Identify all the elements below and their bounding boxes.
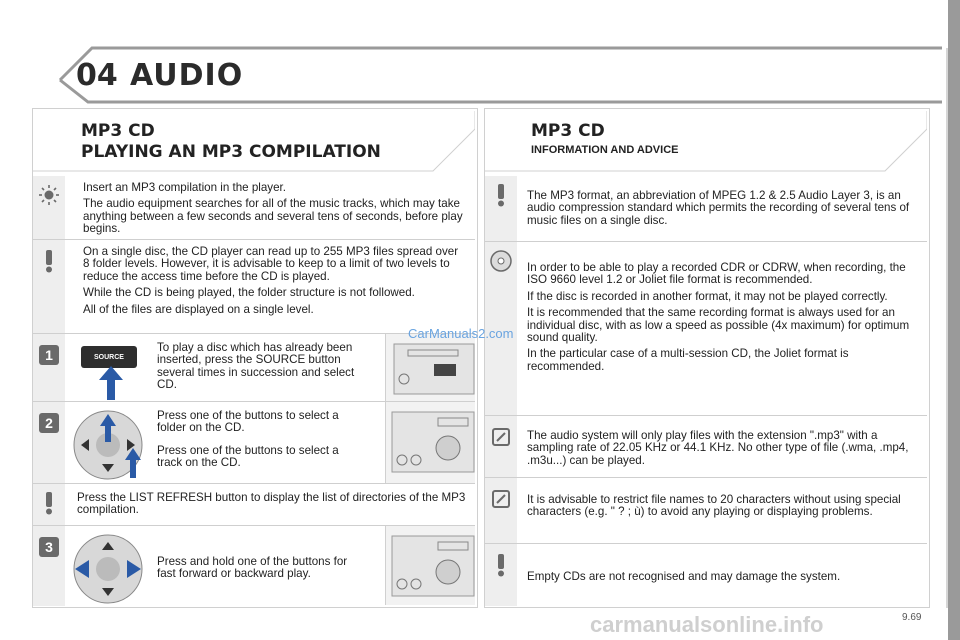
chapter-title: AUDIO — [130, 58, 244, 93]
svg-text:3: 3 — [45, 539, 53, 555]
step-2-icon — [36, 410, 62, 436]
right-row-recording — [485, 241, 927, 416]
left-row-list-refresh-text — [77, 492, 469, 521]
paragraph: Press one of the buttons to select a folder on the CD. — [157, 409, 339, 435]
paragraph: The audio equipment searches for all of the music tracks, which may take anything between a few seconds and several tens of seconds, before play begins. — [83, 197, 463, 236]
right-row-extension — [485, 415, 927, 478]
warning-exclamation-icon — [36, 490, 62, 516]
left-row-list-refresh — [33, 483, 475, 526]
right-row-file-names-text — [527, 494, 919, 523]
note-pencil-icon — [488, 486, 514, 512]
right-title: MP3 CD — [531, 121, 605, 141]
paragraph: Insert an MP3 compilation in the player. — [83, 181, 286, 194]
left-row-step-1-text — [157, 342, 367, 396]
left-row-tip-text — [83, 182, 463, 240]
bottom-watermark: carmanualsonline.info — [590, 612, 824, 637]
paragraph: The audio system will only play files with the extension ".mp3" with a sampling rate of 22.05 KHz or 44.1 KHz. No other type of file (.wma, .mp4, .m3u...) can be played. — [527, 429, 909, 467]
right-subtitle: INFORMATION AND ADVICE — [531, 144, 679, 156]
right-row-mp3-format-text — [527, 190, 919, 231]
warning-exclamation-icon — [488, 182, 514, 208]
radio-illustration — [385, 402, 475, 483]
direction-pad-icon — [71, 408, 145, 482]
chapter-number: 04 — [76, 58, 118, 93]
disc-icon — [488, 248, 514, 274]
source-button-illustration — [81, 346, 137, 368]
left-row-warning-text — [83, 246, 463, 320]
right-row-empty-cds-text — [527, 571, 919, 587]
step-1-icon — [36, 342, 62, 368]
paragraph: All of the files are displayed on a single level. — [83, 302, 314, 316]
warning-exclamation-icon — [36, 248, 62, 274]
left-row-step-3 — [33, 525, 475, 606]
step-3-icon — [36, 534, 62, 560]
paragraph: It is recommended that the same recording format is always used for an individual disc, with as low a speed as possible (4x maximum) for optimum sound quality. — [527, 306, 910, 345]
watermark-text: CarManuals2.com — [408, 326, 514, 341]
source-button-label: SOURCE — [94, 353, 124, 361]
left-row-step-1 — [33, 333, 475, 402]
svg-text:1: 1 — [45, 347, 53, 363]
left-title-line1: MP3 CD — [81, 121, 155, 141]
right-row-extension-text — [527, 430, 919, 471]
direction-pad-icon — [71, 532, 145, 606]
paragraph: It is advisable to restrict file names to 20 characters without using special characters (e.g. " ? ; ù) to avoid any playing or displaying problems. — [527, 493, 901, 519]
warning-exclamation-icon — [488, 552, 514, 578]
paragraph: To play a disc which has already been inserted, press the SOURCE button several times in succession and select CD. — [157, 341, 355, 392]
right-row-file-names — [485, 477, 927, 544]
left-section-header — [33, 109, 475, 173]
right-section-header — [485, 109, 927, 173]
paragraph: The MP3 format, an abbreviation of MPEG 1.2 & 2.5 Audio Layer 3, is an audio compression standard which permits the recording of several tens of music files on a single disc. — [527, 189, 910, 227]
note-pencil-icon — [488, 424, 514, 450]
paragraph: In order to be able to play a recorded CDR or CDRW, when recording, the ISO 9660 level 1.2 or Joliet file format is recommended. — [527, 261, 906, 287]
left-row-step-2 — [33, 401, 475, 484]
page-edge-line — [946, 48, 948, 608]
paragraph: Empty CDs are not recognised and may damage the system. — [527, 570, 841, 583]
right-row-empty-cds — [485, 543, 927, 606]
paragraph: If the disc is recorded in another format, it may not be played correctly. — [527, 289, 888, 303]
paragraph: On a single disc, the CD player can read up to 255 MP3 files spread over 8 folder levels. However, it is advisable to keep to a limit of two levels to reduce the access time before the CD is played. — [83, 245, 459, 283]
left-row-tip — [33, 176, 475, 238]
paragraph: While the CD is being played, the folder structure is not followed. — [83, 286, 415, 300]
radio-illustration — [385, 526, 475, 605]
right-row-recording-text — [527, 262, 919, 377]
right-row-mp3-format — [485, 176, 927, 240]
paragraph: Press the LIST REFRESH button to display the list of directories of the MP3 compilation. — [77, 491, 466, 517]
paragraph: In the particular case of a multi-session CD, the Joliet format is recommended. — [527, 347, 849, 373]
paragraph: Press one of the buttons to select a track on the CD. — [157, 443, 339, 470]
page-number: 9.69 — [902, 612, 922, 623]
tip-sun-icon — [36, 182, 62, 208]
svg-text:2: 2 — [45, 415, 53, 431]
radio-illustration — [385, 334, 475, 401]
arrow-up-icon — [99, 366, 123, 400]
paragraph: Press and hold one of the buttons for fast forward or backward play. — [157, 555, 348, 581]
left-row-warning — [33, 239, 475, 334]
left-row-step-2-text — [157, 410, 367, 474]
left-row-step-3-text — [157, 556, 367, 585]
left-title-line2: PLAYING AN MP3 COMPILATION — [81, 142, 381, 162]
